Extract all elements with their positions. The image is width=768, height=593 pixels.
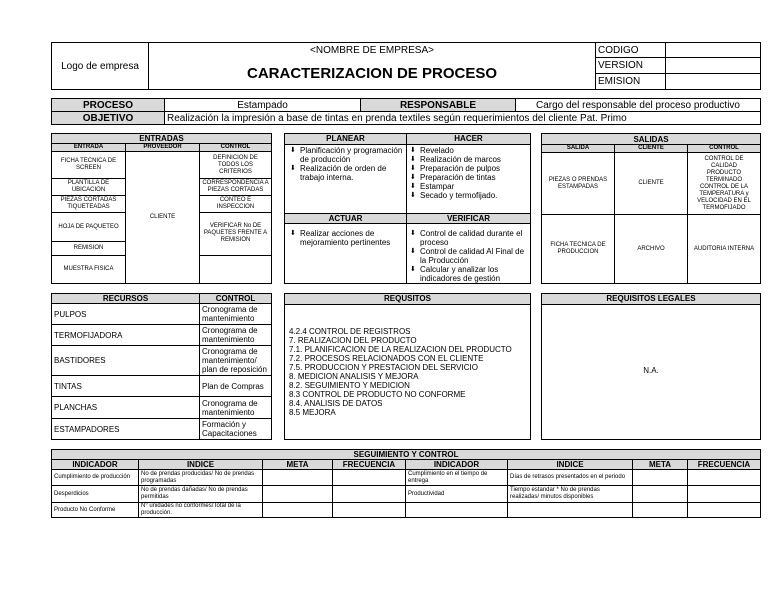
responsable-label: RESPONSABLE: [361, 99, 516, 112]
salidas-table: [541, 133, 761, 284]
indice-cell: Tiempo estandar * No de prendas realizadas/ minutos disponibles: [508, 486, 633, 503]
requisito-line: 7.2. PROCESOS RELACIONADOS CON EL CLIENTE: [289, 354, 484, 363]
entradas-table: [51, 133, 272, 284]
version-label: VERSION: [596, 58, 666, 74]
indicador-cell: Desperdicios: [52, 486, 139, 503]
hacer-item: ⬇ Estampar: [409, 182, 527, 191]
requisito-line: 4.2.4 CONTROL DE REGISTROS: [289, 327, 411, 336]
entradas-title: ENTRADAS: [52, 134, 272, 144]
recurso-name: PULPOS: [52, 304, 200, 325]
proceso-value: Estampado: [165, 99, 361, 112]
control-col-header: CONTROL: [200, 144, 272, 152]
hacer-item: ⬇ Realización de marcos: [409, 155, 527, 164]
indice-cell: [508, 503, 633, 518]
entrada-item: FICHA TECNICA DE SCREEN: [52, 152, 126, 179]
recursos-title: RECURSOS: [52, 294, 200, 304]
recurso-control: Cronograma de mantenimiento: [200, 325, 272, 346]
frecuencia-cell[interactable]: [688, 486, 761, 503]
requisitos-legales-value: N.A.: [643, 366, 659, 375]
requisito-line: 7.1. PLANIFICACION DE LA REALIZACION DEL PRODUCTO: [289, 345, 512, 354]
actuar-list: [289, 229, 403, 247]
indice-cell: N° unidades no conformes/Total de la producción.: [139, 503, 263, 518]
requisitos-legales-block: [541, 293, 761, 440]
hacer-item: ⬇ Secado y termofijado.: [409, 191, 527, 200]
entrada-item: PLANTILLA DE UBICACION: [52, 179, 126, 196]
indicador-cell: Productividad: [406, 486, 508, 503]
emision-value[interactable]: [666, 74, 761, 90]
seguimiento-title: SEGUIMIENTO Y CONTROL: [52, 450, 761, 460]
recurso-control: Cronograma de mantenimiento: [200, 304, 272, 325]
indicador-cell: Cumplimiento en el tiempo de entrega: [406, 470, 508, 486]
indicador-header: INDICADOR: [406, 460, 508, 470]
proceso-label: PROCESO: [52, 99, 165, 112]
salida-cliente: ARCHIVO: [615, 215, 688, 284]
document-title: CARACTERIZACION DE PROCESO: [149, 58, 596, 90]
recurso-name: PLANCHAS: [52, 397, 200, 419]
verificar-list: [409, 229, 527, 283]
salidas-title: SALIDAS: [542, 134, 761, 145]
entrada-item: HOJA DE PAQUETEO: [52, 213, 126, 242]
emision-label: EMISION: [596, 74, 666, 90]
recurso-control: Formación y Capacitaciones: [200, 419, 272, 440]
recurso-name: TINTAS: [52, 376, 200, 397]
version-value[interactable]: [666, 58, 761, 74]
requisitos-list: [289, 327, 529, 417]
verificar-header: VERIFICAR: [407, 213, 530, 224]
company-name: <NOMBRE DE EMPRESA>: [149, 43, 596, 58]
responsable-value: Cargo del responsable del proceso productivo: [516, 99, 761, 112]
recurso-name: TERMOFIJADORA: [52, 325, 200, 346]
requisito-line: 8. MEDICION ANALISIS Y MEJORA: [289, 372, 419, 381]
planear-list: [289, 146, 403, 182]
codigo-label: CODIGO: [596, 43, 666, 58]
proveedor-col-header: PROVEEDOR: [126, 144, 200, 152]
actuar-header: ACTUAR: [285, 213, 407, 224]
requisito-line: 8.3 CONTROL DE PRODUCTO NO CONFORME: [289, 390, 466, 399]
hacer-header: HACER: [407, 134, 530, 145]
hacer-item: ⬇ Preparación de pulpos: [409, 164, 527, 173]
entrada-item: REMISION: [52, 242, 126, 256]
salida-control: CONTROL DE CALIDAD PRODUCTO TERMINADO CONTROL DE LA TEMPERATURA y VELOCIDAD EN EL TERMOFIJADO: [688, 153, 761, 215]
planear-header: PLANEAR: [285, 134, 407, 145]
hacer-item: ⬇ Preparación de tintas: [409, 173, 527, 182]
logo-placeholder: Logo de empresa: [52, 43, 149, 90]
objetivo-value: Realización la impresión a base de tintas en prenda textiles según requerimientos del cliente Pat. Primo: [165, 112, 761, 125]
verificar-item: ⬇ Control de calidad Al Final de la Producción: [409, 247, 527, 265]
recurso-name: BASTIDORES: [52, 346, 200, 376]
proveedor-cliente: CLIENTE: [126, 152, 200, 284]
salida-control: AUDITORIA INTERNA: [688, 215, 761, 284]
requisito-line: 7. REALIZACION DEL PRODUCTO: [289, 336, 417, 345]
salida-cliente: CLIENTE: [615, 153, 688, 215]
entrada-col-header: ENTRADA: [52, 144, 126, 152]
meta-header: META: [263, 460, 333, 470]
indice-header: INDICE: [139, 460, 263, 470]
frecuencia-cell[interactable]: [333, 503, 406, 518]
verificar-item: ⬇ Calcular y analizar los indicadores de gestión: [409, 265, 527, 283]
frecuencia-header: FRECUENCIA: [688, 460, 761, 470]
entrada-item: PIEZAS CORTADAS TIQUETEADAS: [52, 196, 126, 213]
control-item: CORRESPONDENCIA A PIEZAS CORTADAS: [200, 179, 272, 196]
meta-cell[interactable]: [633, 470, 688, 486]
indice-cell: No de prendas producidas/ No de prendas programadas: [139, 470, 263, 486]
indicador-cell: Producto No Conforme: [52, 503, 139, 518]
requisitos-block: [284, 293, 531, 440]
hacer-item: ⬇ Revelado: [409, 146, 527, 155]
indice-cell: Días de retrasos presentados en el periodo: [508, 470, 633, 486]
control-item: DEFINICION DE TODOS LOS CRITERIOS: [200, 152, 272, 179]
salida-control-col-header: CONTROL: [688, 145, 761, 153]
seguimiento-table: [51, 449, 761, 518]
actuar-item: ⬇ Realizar acciones de mejoramiento pertinentes: [289, 229, 403, 247]
cliente-col-header: CLIENTE: [615, 145, 688, 153]
phva-block: [284, 133, 531, 284]
salida-item: PIEZAS O PRENDAS ESTAMPADAS: [542, 153, 615, 215]
verificar-item: ⬇ Control de calidad durante el proceso: [409, 229, 527, 247]
process-info-table: [51, 98, 761, 125]
indice-cell: No de prendas dañadas/ No de prendas permitidas: [139, 486, 263, 503]
requisito-line: 8.2. SEGUIMIENTO Y MEDICION: [289, 381, 410, 390]
frecuencia-cell[interactable]: [688, 503, 761, 518]
requisito-line: 8.4. ANALISIS DE DATOS: [289, 399, 383, 408]
meta-cell[interactable]: [263, 486, 333, 503]
meta-cell[interactable]: [263, 470, 333, 486]
control-item: VERIFICAR No DE PAQUETES FRENTE A REMISION: [200, 213, 272, 256]
recursos-control-header: CONTROL: [200, 294, 272, 304]
control-item: CONTEO E INSPECCION: [200, 196, 272, 213]
requisito-line: 7.5. PRODUCCION Y PRESTACION DEL SERVICIO: [289, 363, 478, 372]
objetivo-label: OBJETIVO: [52, 112, 165, 125]
codigo-value[interactable]: [666, 43, 761, 58]
frecuencia-cell[interactable]: [688, 470, 761, 486]
planear-item: ⬇ Realización de orden de trabajo interna.: [289, 164, 403, 182]
header-table: [51, 42, 761, 90]
meta-cell[interactable]: [633, 503, 688, 518]
indice-header: INDICE: [508, 460, 633, 470]
recursos-table: [51, 293, 272, 440]
indicador-header: INDICADOR: [52, 460, 139, 470]
planear-item: ⬇ Planificación y programación de producción: [289, 146, 403, 164]
control-empty-cell: [200, 256, 272, 284]
indicador-cell: [406, 503, 508, 518]
meta-cell[interactable]: [633, 486, 688, 503]
salida-col-header: SALIDA: [542, 145, 615, 153]
requisito-line: 8.5 MEJORA: [289, 408, 336, 417]
recurso-control: Plan de Compras: [200, 376, 272, 397]
requisitos-legales-title: REQUISITOS LEGALES: [542, 294, 760, 305]
hacer-list: [409, 146, 527, 200]
salida-item: FICHA TECNICA DE PRODUCCION: [542, 215, 615, 284]
meta-header: META: [633, 460, 688, 470]
recurso-control: Cronograma de mantenimiento: [200, 397, 272, 419]
requisitos-title: REQUSITOS: [285, 294, 530, 305]
meta-cell[interactable]: [263, 503, 333, 518]
frecuencia-cell[interactable]: [333, 470, 406, 486]
recurso-control: Cronograma de mantenimiento/ plan de reposición: [200, 346, 272, 376]
frecuencia-cell[interactable]: [333, 486, 406, 503]
indicador-cell: Cumplimiento de producción: [52, 470, 139, 486]
entrada-item: MUESTRA FISICA: [52, 256, 126, 284]
frecuencia-header: FRECUENCIA: [333, 460, 406, 470]
recurso-name: ESTAMPADORES: [52, 419, 200, 440]
